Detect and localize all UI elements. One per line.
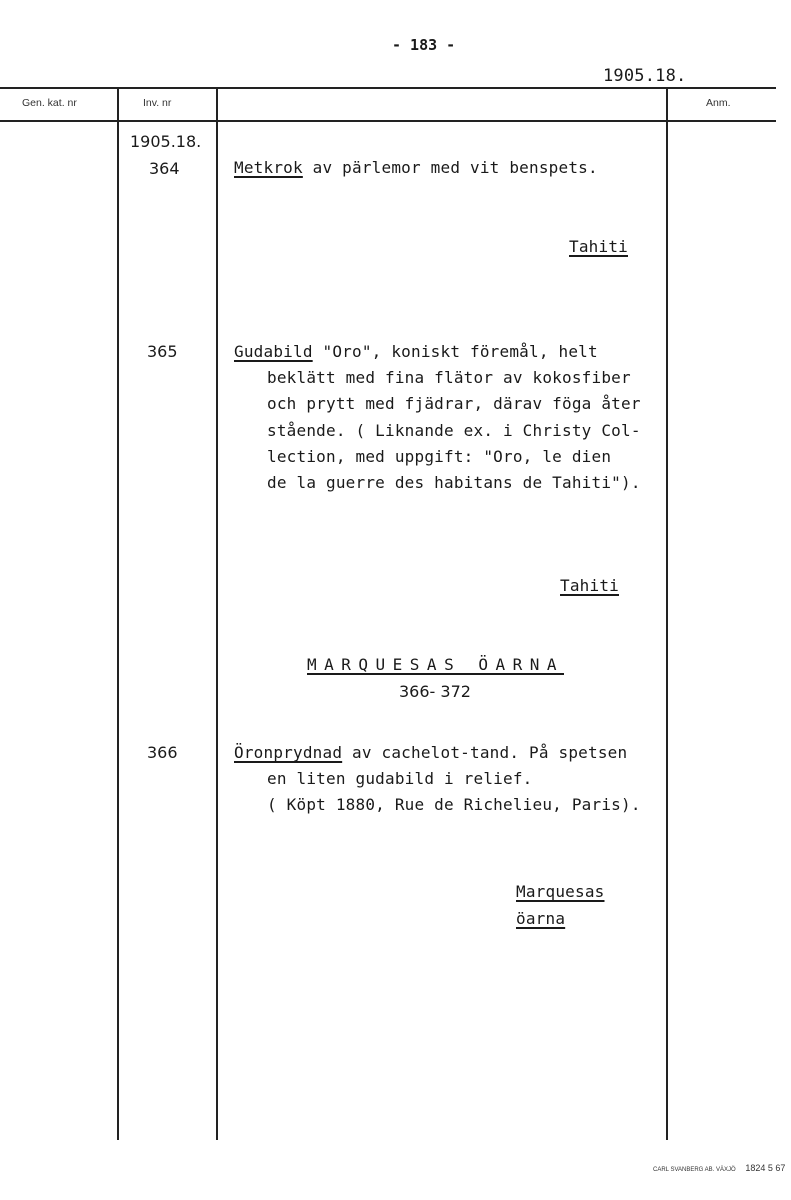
section-title: MARQUESAS ÖARNA [307, 655, 564, 674]
entry-365-line4: stående. ( Liknande ex. i Christy Col- [267, 421, 641, 440]
entry-366-keyword: Öronprydnad [234, 743, 343, 762]
entry-365-line3: och prytt med fjädrar, därav föga åter [267, 394, 641, 413]
entry-365-keyword: Gudabild [234, 342, 313, 361]
entry-366-location-line1: Marquesas [516, 882, 605, 901]
header-anm: Anm. [706, 97, 731, 109]
column-divider-desc-anm [666, 88, 668, 1140]
series-number-top: 1905.18. [603, 66, 687, 86]
entry-366-location-line2: öarna [516, 909, 566, 928]
page-number: - 183 - [392, 36, 456, 54]
header-inv-nr: Inv. nr [143, 97, 172, 109]
entry-366-line3: ( Köpt 1880, Rue de Richelieu, Paris). [267, 795, 641, 814]
entry-364-line1 [234, 158, 598, 177]
entry-365-line1-rest: "Oro", koniskt föremål, helt [312, 342, 598, 361]
printer-name: CARL SVANBERG AB. VÄXJÖ [653, 1167, 736, 1173]
entry-365-line6: de la guerre des habitans de Tahiti"). [267, 473, 641, 492]
entry-365-line2: beklätt med fina flätor av kokosfiber [267, 368, 631, 387]
column-divider-gen-inv [117, 88, 119, 1140]
inv-number-365: 365 [147, 342, 178, 361]
entry-365-location: Tahiti [560, 576, 619, 595]
column-divider-inv-desc [216, 88, 218, 1140]
entry-365-line5: lection, med uppgift: "Oro, le dien [267, 447, 612, 466]
series-label: 1905.18. [130, 132, 202, 151]
section-range: 366- 372 [399, 682, 471, 701]
header-gen-kat-nr: Gen. kat. nr [22, 97, 77, 109]
entry-364-location: Tahiti [569, 237, 628, 256]
inv-number-366: 366 [147, 743, 178, 762]
entry-365-line1 [234, 342, 598, 361]
form-code: 1824 5 67 [745, 1163, 786, 1173]
entry-366-line2: en liten gudabild i relief. [267, 769, 533, 788]
entry-366-line1-rest: av cachelot-tand. På spetsen [342, 743, 628, 762]
printer-imprint [653, 1156, 785, 1175]
entry-364-description: av pärlemor med vit benspets. [302, 158, 598, 177]
entry-366-line1 [234, 743, 627, 762]
entry-364-keyword: Metkrok [234, 158, 303, 177]
inv-number-364: 364 [149, 159, 180, 178]
